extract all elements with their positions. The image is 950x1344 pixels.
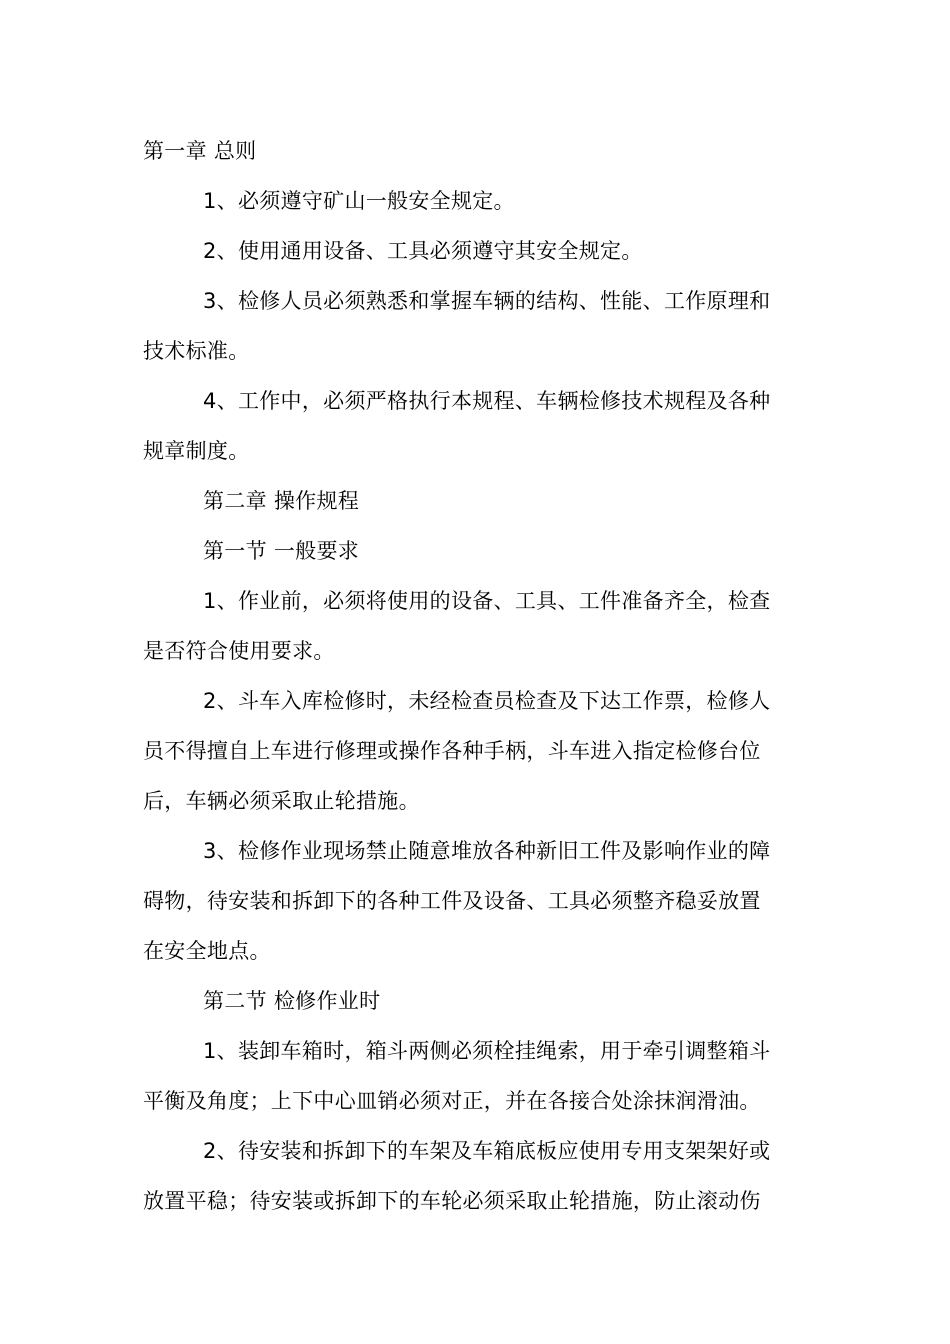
paragraph-line: 碍物，待安装和拆卸下的各种工件及设备、工具必须整齐稳妥放置 (143, 889, 761, 913)
paragraph-line: 规章制度。 (143, 439, 250, 463)
paragraph-line: 技术标准。 (143, 339, 250, 363)
paragraph-line: 1、必须遵守矿山一般安全规定。 (203, 189, 515, 213)
paragraph-line: 后，车辆必须采取止轮措施。 (143, 789, 420, 813)
paragraph-line: 是否符合使用要求。 (143, 639, 335, 663)
paragraph-line: 1、装卸车箱时，箱斗两侧必须栓挂绳索，用于牵引调整箱斗 (203, 1039, 771, 1063)
chapter-1-heading: 第一章 总则 (143, 139, 257, 163)
paragraph-line: 2、使用通用设备、工具必须遵守其安全规定。 (203, 239, 643, 263)
section-1-heading: 第一节 一般要求 (203, 539, 360, 563)
paragraph-line: 放置平稳；待安装或拆卸下的车轮必须采取止轮措施，防止滚动伤 (143, 1189, 761, 1213)
section-2-heading: 第二节 检修作业时 (203, 989, 381, 1013)
paragraph-line: 2、待安装和拆卸下的车架及车箱底板应使用专用支架架好或 (203, 1139, 771, 1163)
paragraph-line: 员不得擅自上车进行修理或操作各种手柄，斗车进入指定检修台位 (143, 739, 761, 763)
paragraph-line: 4、工作中，必须严格执行本规程、车辆检修技术规程及各种 (203, 389, 771, 413)
paragraph-line: 平衡及角度；上下中心皿销必须对正，并在各接合处涂抹润滑油。 (143, 1089, 761, 1113)
paragraph-line: 3、检修人员必须熟悉和掌握车辆的结构、性能、工作原理和 (203, 289, 771, 313)
chapter-2-heading: 第二章 操作规程 (203, 489, 360, 513)
paragraph-line: 在安全地点。 (143, 939, 271, 963)
paragraph-line: 3、检修作业现场禁止随意堆放各种新旧工件及影响作业的障 (203, 839, 771, 863)
paragraph-line: 2、斗车入库检修时，未经检查员检查及下达工作票，检修人 (203, 689, 771, 713)
paragraph-line: 1、作业前，必须将使用的设备、工具、工件准备齐全，检查 (203, 589, 771, 613)
